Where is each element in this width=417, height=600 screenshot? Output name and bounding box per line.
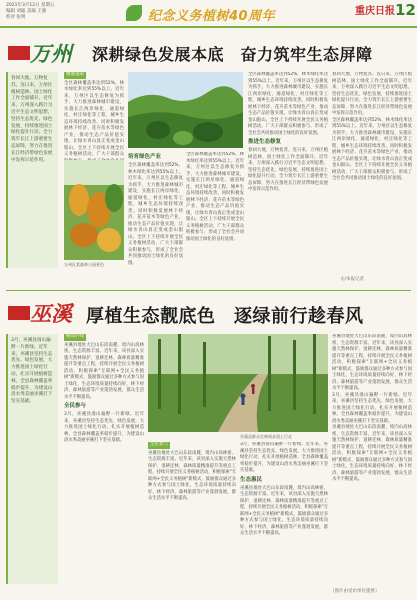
photo-caption: 万州区某森林公园景色 — [64, 262, 104, 267]
lead-paragraph: 3月，巫溪县漫山遍野一片新绿。近年来，巫溪县坚持生态优先、绿色发展，大力推进国土绿化行动，扎实开展植树造林，全县森林覆盖率稳步提升，为建设山清水秀美丽巫溪打下坚实基础。 — [11, 338, 53, 405]
banner-title: 纪念义务植树40周年 — [148, 9, 276, 24]
lead-paragraph: 春回大地，万物复苏。连日来，万州区植树造林、国土绿化工作全面铺开。近年来，万州深入践行习近平生态文明思想，坚持生态优先、绿色发展，持续推进国土绿化提升行动，全力筑牢长江上游重要生态屏障，努力在推进长江经济带绿色发展中发挥示范作用。 — [11, 76, 53, 163]
body-text: 春回大地，万物复苏。连日来，万州区植树造林、国土绿化工作全面铺开。近年来，万州深入践行习近平生态文明思想，坚持生态优先、绿色发展，持续推进国土绿化提升行动，全力筑牢长江上游重要生态屏障，努力在推进长江经济带绿色发展中发挥示范作用。 — [332, 72, 412, 116]
article-column — [128, 152, 183, 272]
sub-heading: 植绿护绿 — [66, 334, 84, 339]
section-headline: 厚植生态靓底色 逐绿前行趁春风 — [86, 306, 364, 327]
section-headline: 深耕绿色发展本底 奋力筑牢生态屏障 — [92, 45, 373, 64]
article-column — [148, 442, 236, 584]
lead-column — [6, 72, 58, 268]
sub-heading: 全民参与 — [150, 442, 168, 447]
leaf-icon — [126, 5, 142, 21]
article-column — [240, 442, 328, 584]
body-text: 巫溪县地处大巴山东段南麓，境内山高林密，生态资源丰富。近年来，该县深入实施天然林保护、退耕还林、森林质量精准提升等重点工程，持续开展全民义务植树活动，积极探索"互联网+全民义务植树"新模式，鼓励群众通过多种方式参与国土绿化，生态环境质量持续向好，林下经济、森林旅游等产业蓬勃发展，群众生活水平不断提高。 — [148, 450, 236, 501]
body-text: 全区森林覆盖率达到52%，林木绿化率达到55%以上。近年来，万州区以生态修复为抓手，大力推进森林城市建设，实施长江两岸绿化、通道绿化、村庄绿化等工程，城乡生态环境持续改善。同时积极发展林下经济、花卉苗木等绿色产业，推动生态产品价值实现，让绿水青山真正变成金山银山。全区上下持续开展全民义务植树活动，广大干部群众积极参与，形成了全社会共同推动国土绿化的良好氛围。 — [248, 72, 328, 136]
body-text: 全区森林覆盖率达到52%，林木绿化率达到55%以上。近年来，万州区以生态修复为抓手，大力推进森林城市建设，实施长江两岸绿化、通道绿化、村庄绿化等工程，城乡生态环境持续改善。同时积极发展林下经济、花卉苗木等绿色产业，推动生态产品价值实现，让绿水青山真正变成金山银山。全区上下持续开展全民义务植树活动，广大干部群众 — [64, 80, 124, 157]
body-text: 春回大地，万物复苏。连日来，万州区植树造林、国土绿化工作全面铺开。近年来，万州深入践行习近平生态文明思想，坚持生态优先、绿色发展，持续推进国土绿化提升行动，全力筑牢长江上游重要生态屏障，努力在推进长江经济带绿色发展中发挥示范作用。 — [248, 148, 328, 192]
section-divider — [6, 290, 411, 291]
forest-photo — [128, 72, 243, 148]
body-text: 巫溪县地处大巴山东段南麓，境内山高林密，生态资源丰富。近年来，该县深入实施天然林保护、退耕还林、森林质量精准提升等重点工程，持续开展全民义务植树活动，积极探索"互联网+全民义务植树"新模式，鼓励群众通过多种方式参与国土绿化，生态环境质量持续向好，林下经济、森林旅游等产业蓬勃发展，群众生活水平不断提高。 — [240, 485, 328, 536]
newspaper-logo: 重庆日报 — [355, 6, 395, 17]
body-text: 3月，巫溪县漫山遍野一片新绿。近年来，巫溪县坚持生态优先、绿色发展，大力推进国土绿化行动，扎实开展植树造林，全县森林覆盖率稳步提升，为建设山清水秀美丽巫溪打下坚实基础。 — [64, 412, 144, 443]
body-text: 巫溪县地处大巴山东段南麓，境内山高林密，生态资源丰富。近年来，该县深入实施天然林保护、退耕还林、森林质量精准提升等重点工程，持续开展全民义务植树活动，积极探索"互联网+全民义务植树"新模式，鼓励群众通过多种方式参与国土绿化，生态环境质量持续向好，林下经济、森林旅游等产业蓬勃发展，群众生活水平不断提高。 — [64, 342, 144, 400]
anniversary-banner — [120, 3, 320, 23]
byline: （图片由受访单位提供） — [330, 589, 380, 594]
city-name: 万州 — [30, 41, 72, 66]
sub-heading: 推进生态修复 — [248, 139, 282, 145]
section-title-1 — [0, 36, 417, 68]
sub-heading: 生态惠民 — [240, 476, 263, 483]
article-column — [332, 72, 412, 272]
sub-heading: 全民参与 — [64, 403, 87, 409]
body-text: 巫溪县地处大巴山东段南麓，境内山高林密，生态资源丰富。近年来，该县深入实施天然林保护、退耕还林、森林质量精准提升等重点工程，持续开展全民义务植树活动，积极探索"互联网+全民义务植树"新模式，鼓励群众通过多种方式参与国土绿化，生态环境质量持续向好，林下经济、森林旅游等产业蓬勃发展，群众生活水平不断提高。 — [332, 425, 412, 482]
photo-caption: 巫溪县群众在林间步道上行走 — [240, 434, 292, 439]
article-column — [248, 72, 328, 272]
meta-line: 2021年3月12日 星期五 — [6, 3, 55, 8]
sub-heading: 精准施策 — [66, 72, 84, 77]
meta-line: 校对 张明 — [6, 15, 26, 20]
page-number: 12 — [395, 1, 416, 19]
body-text: 全区森林覆盖率达到52%，林木绿化率达到55%以上。近年来，万州区以生态修复为抓手，大力推进森林城市建设，实施长江两岸绿化、通道绿化、村庄绿化等工程，城乡生态环境持续改善。同时积极发展林下经济、花卉苗木等绿色产业，推动生态产品价值实现，让绿水青山真正变成金山银山。全区上下持续开展全民义务植树活动，广大干部群众积极参与，形成了全社会共同推动国土绿化的良好氛围。 — [332, 117, 412, 181]
body-text: 巫溪县地处大巴山东段南麓，境内山高林密，生态资源丰富。近年来，该县深入实施天然林保护、退耕还林、森林质量精准提升等重点工程，持续开展全民义务植树活动，积极探索"互联网+全民义务植树"新模式，鼓励群众通过多种方式参与国土绿化，生态环境质量持续向好，林下经济、森林旅游等产业蓬勃发展，群众生活水平不断提高。 — [332, 334, 412, 391]
body-text: 3月，巫溪县漫山遍野一片新绿。近年来，巫溪县坚持生态优先、绿色发展，大力推进国土绿化行动，扎实开展植树造林，全县森林覆盖率稳步提升，为建设山清水秀美丽巫溪打下坚实基础。 — [332, 392, 412, 424]
title-marker — [8, 306, 30, 320]
meta-line: 编辑 刘聪 美编 王强 — [6, 9, 47, 14]
lead-column — [6, 334, 58, 584]
article-column — [186, 152, 244, 272]
forest-path-photo — [148, 334, 328, 432]
page-header — [0, 0, 417, 28]
title-marker — [8, 46, 30, 60]
article-column — [64, 334, 144, 584]
body-text: 全区森林覆盖率达到52%，林木绿化率达到55%以上。近年来，万州区以生态修复为抓手，大力推进森林城市建设，实施长江两岸绿化、通道绿化、村庄绿化等工程，城乡生态环境持续改善。同时积极发展林下经济、花卉苗木等绿色产业，推动生态产品价值实现，让绿水青山真正变成金山银山。全区上下持续开展全民义务植树活动，广大干部群众积极参与，形成了全社会共同推动国土绿化的良好氛围。 — [128, 163, 183, 266]
sub-heading: 培育绿色产业 — [128, 154, 162, 160]
body-text: 3月，巫溪县漫山遍野一片新绿。近年来，巫溪县坚持生态优先、绿色发展，大力推进国土绿化行动，扎实开展植树造林，全县森林覆盖率稳步提升，为建设山清水秀美丽巫溪打下坚实基础。 — [240, 442, 328, 473]
section-title-2 — [0, 296, 417, 328]
article-column — [332, 334, 412, 584]
byline: 文/本报记者 — [340, 277, 365, 282]
city-name: 巫溪 — [30, 301, 72, 326]
body-text: 全区森林覆盖率达到52%，林木绿化率达到55%以上。近年来，万州区以生态修复为抓手，大力推进森林城市建设，实施长江两岸绿化、通道绿化、村庄绿化等工程，城乡生态环境持续改善。同时积极发展林下经济、花卉苗木等绿色产业，推动生态产品价值实现，让绿水青山真正变成金山银山。全区上下持续开展全民义务植树活动，广大干部群众积极参与，形成了全社会共同推动国土绿化的良好氛围。 — [186, 152, 244, 242]
header-meta — [6, 3, 76, 21]
autumn-trees-photo — [64, 160, 124, 260]
